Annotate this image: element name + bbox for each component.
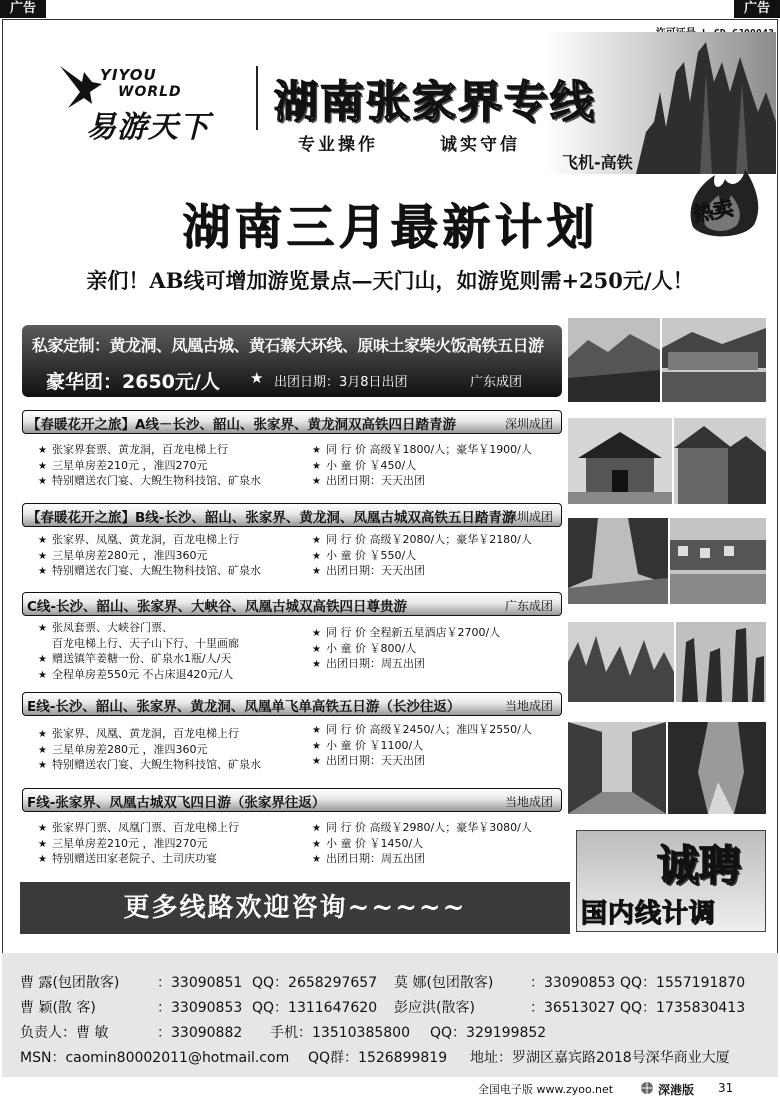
list-item: 小 童 价 ￥800/人 [326, 641, 417, 655]
ancient-gate-photo [568, 418, 672, 504]
list-item: 张家界套票、黄龙洞，百龙电梯上行 [52, 443, 228, 456]
route-f-header [22, 788, 562, 812]
route-f-prices: ★ 同 行 价 高级￥2980/人；豪华￥3080/人 ★ 小 童 价 ￥1450/人 ★ 出团日期：周五出团 [312, 821, 532, 865]
list-item: 同 行 价 高级￥2980/人；豪华￥3080/人 [326, 821, 532, 834]
contact-4-name: 彭应洪(散客) [394, 1000, 475, 1016]
list-item: 百龙电梯上行、天子山下行、十里画廊 [52, 636, 239, 650]
old-street-photo [568, 722, 666, 814]
contact-4-tel: ：36513027 [530, 1000, 616, 1016]
manager-mobile: 手机：13510385800 [270, 1025, 410, 1041]
list-item: 同 行 价 高级￥1800/人；豪华￥1900/人 [326, 443, 532, 456]
list-item: 特别赠送农门宴、大鲵生物科技馆、矿泉水 [52, 758, 261, 771]
qq-group: QQ群：1526899819 [308, 1050, 448, 1066]
list-item: 小 童 价 ￥1450/人 [326, 836, 424, 850]
route-e-features: ★ 张家界、凤凰、黄龙洞，百龙电梯上行 ★ 三星单房差280元 ，准四360元 ★ 特别赠送农门宴、大鲵生物科技馆、矿泉水 [38, 727, 261, 771]
more-routes-banner: 更多线路欢迎咨询~~~~~ [20, 882, 570, 934]
list-item: 三星单房差210元 ，准四270元 [52, 836, 208, 850]
list-item: 特别赠送田家老院子、土司庆功宴 [52, 852, 217, 865]
slogan-professional: 专业操作 [298, 135, 378, 155]
list-item: 张家界门票、凤凰门票、百龙电梯上行 [52, 821, 239, 834]
banner-title: 湖南张家界专线 [274, 77, 596, 128]
list-item: 同 行 价 全程新五星酒店￥2700/人 [326, 626, 501, 639]
route-f-features: ★ 张家界门票、凤凰门票、百龙电梯上行 ★ 三星单房差210元 ，准四270元 ★ 特别赠送田家老院子、土司庆功宴 [38, 821, 239, 865]
route-f-group: 当地成团 [504, 795, 553, 809]
karst-peaks-photo [568, 622, 674, 702]
list-item: 出团日期：天天出团 [326, 564, 425, 577]
list-item: 赠送镇竿姜糖一份、矿泉水1瓶/人/天 [52, 652, 232, 665]
contact-4-qq: QQ：1735830413 [620, 1000, 746, 1016]
route-e-group: 当地成团 [504, 699, 553, 713]
list-item: 张凤套票、大峡谷门票、 [52, 621, 173, 634]
route-b-header [22, 503, 562, 527]
river-gorge-photo [568, 518, 668, 604]
list-item: 特别赠送农门宴、大鲵生物科技馆、矿泉水 [52, 474, 261, 487]
private-tour-box [22, 325, 562, 397]
manager-tel: ：33090882 [157, 1025, 243, 1041]
office-address: 地址：罗湖区嘉宾路2018号深华商业大厦 [470, 1050, 730, 1066]
route-b-features: ★ 张家界、凤凰、黄龙洞，百龙电梯上行 ★ 三星单房差280元 ，准四360元 ★ 特别赠送农门宴、大鲵生物科技馆、矿泉水 [38, 533, 261, 577]
route-c-group: 广东成团 [504, 599, 553, 613]
route-b-prices: ★ 同 行 价 高级￥2080/人；豪华￥2180/人 ★ 小 童 价 ￥550/人 ★ 出团日期：天天出团 [312, 533, 532, 577]
logo-chinese: 易游天下 [86, 110, 210, 145]
route-c-title: C线-长沙、韶山、张家界、大峡谷、凤凰古城双高铁四日尊贵游 [27, 599, 408, 615]
route-c-header [22, 592, 562, 616]
route-a-group: 深圳成团 [504, 417, 553, 431]
list-item: 出团日期：周五出团 [326, 657, 425, 670]
header-banner [262, 32, 776, 174]
route-a-tag: 【春暖花开之旅】 [27, 417, 135, 433]
route-b-title: B线-长沙、韶山、张家界、黄龙洞、凤凰古城双高铁五日踏青游 [135, 510, 516, 526]
cave-canyon-photo [668, 722, 766, 814]
route-b-tag: 【春暖花开之旅】 [27, 510, 135, 526]
footer-website: 全国电子版 www.zyoo.net [478, 1083, 614, 1096]
riverside-town-photo [662, 318, 766, 402]
route-e-prices: ★ 同 行 价 高级￥2450/人；准四￥2550/人 ★ 小 童 价 ￥1100/人 ★ 出团日期：天天出团 [312, 723, 532, 767]
list-item: 出团日期：天天出团 [326, 754, 425, 767]
globe-icon [640, 1081, 654, 1095]
list-item: 出团日期：天天出团 [326, 474, 425, 487]
list-item: 小 童 价 ￥550/人 [326, 548, 417, 562]
contact-2-qq: QQ：1557191870 [620, 975, 746, 991]
recruitment-box [576, 830, 766, 932]
logo-divider [256, 66, 258, 130]
main-title: 湖南三月最新计划 [181, 199, 598, 255]
route-b-group: 深圳成团 [504, 510, 553, 524]
route-e-header [22, 692, 562, 716]
transport-mode: 飞机-高铁 [562, 153, 633, 172]
contact-2-tel: ：33090853 [530, 975, 616, 991]
list-item: 同 行 价 高级￥2080/人；豪华￥2180/人 [326, 533, 532, 546]
ad-label-right: 广告 [734, 0, 780, 18]
list-item: 三星单房差280元 ，准四360元 [52, 548, 208, 562]
contact-section [2, 953, 778, 1077]
slogan-honest: 诚实守信 [440, 135, 520, 155]
mountain-peaks-image [636, 32, 776, 174]
list-item: 同 行 价 高级￥2450/人；准四￥2550/人 [326, 723, 532, 736]
logo-english-line1: YIYOU [100, 66, 157, 84]
route-a-header [22, 410, 562, 434]
contact-3-qq: QQ：1311647620 [252, 1000, 378, 1016]
list-item: 三星单房差210元 ，准四270元 [52, 458, 208, 472]
list-item: 特别赠送农门宴、大鲵生物科技馆、矿泉水 [52, 564, 261, 577]
route-a-prices: ★ 同 行 价 高级￥1800/人；豪华￥1900/人 ★ 小 童 价 ￥450/人 ★ 出团日期：天天出团 [312, 443, 532, 487]
list-item: 张家界、凤凰、黄龙洞，百龙电梯上行 [52, 727, 239, 740]
old-houses-photo [674, 418, 766, 504]
route-c-prices: ★ 同 行 价 全程新五星酒店￥2700/人 ★ 小 童 价 ￥800/人 ★ 出团日期：周五出团 [312, 626, 501, 670]
stone-pillars-photo [676, 622, 766, 702]
recruit-position: 国内线计调 [581, 899, 717, 929]
stilt-houses-photo [670, 518, 766, 604]
list-item: 全程单房差550元 不占床退420元/人 [52, 667, 234, 681]
list-item: 小 童 价 ￥1100/人 [326, 738, 424, 752]
route-a-title: A线－长沙、韶山、张家界、黄龙洞双高铁四日踏青游 [135, 417, 456, 433]
page-number: 31 [718, 1081, 734, 1095]
route-e-title: E线-长沙、韶山、张家界、黄龙洞、凤凰单飞单高铁五日游（长沙往返） [27, 699, 461, 715]
private-tour-price: 豪华团：2650元/人 [46, 371, 220, 393]
contact-3-tel: ：33090853 [157, 1000, 243, 1016]
private-tour-date: 出团日期：3月8日出团 [274, 375, 408, 390]
route-c-features: ★ 张凤套票、大峡谷门票、 百龙电梯上行、天子山下行、十里画廊 ★ 赠送镇竿姜糖一份、矿泉水1瓶/人/天 ★ 全程单房差550元 不占床退420元/人 [38, 621, 239, 681]
list-item: 张家界、凤凰、黄龙洞，百龙电梯上行 [52, 533, 239, 546]
manager-name: 负责人：曹 敏 [20, 1025, 109, 1041]
list-item: 出团日期：周五出团 [326, 852, 425, 865]
private-tour-group: 广东成团 [470, 375, 523, 390]
private-tour-title: 私家定制：黄龙洞、凤凰古城、黄石寨大环线、原味土家柴火饭高铁五日游 [32, 336, 544, 355]
contact-1-name: 曹 露(包团散客) [20, 975, 120, 991]
manager-qq: QQ：329199852 [430, 1025, 547, 1041]
contact-2-name: 莫 娜(包团散客) [394, 975, 494, 991]
list-item: 小 童 价 ￥450/人 [326, 458, 417, 472]
logo-english-line2: WORLD [118, 84, 182, 100]
contact-1-tel: ：33090851 [157, 975, 243, 991]
footer-edition: 深港版 [658, 1083, 695, 1097]
ad-label-left: 广告 [0, 0, 46, 18]
list-item: 三星单房差280元 ，准四360元 [52, 742, 208, 756]
msn-address: MSN：caomin80002011@hotmail.com [20, 1050, 290, 1066]
star-icon: ★ [250, 369, 264, 387]
route-f-title: F线-张家界、凤凰古城双飞四日游（张家界往返） [27, 795, 326, 811]
hot-sale-badge: 热卖 [691, 195, 736, 227]
contact-1-qq: QQ：2658297657 [252, 975, 378, 991]
route-a-features: ★ 张家界套票、黄龙洞，百龙电梯上行 ★ 三星单房差210元 ，准四270元 ★ 特别赠送农门宴、大鲵生物科技馆、矿泉水 [38, 443, 261, 487]
mountain-river-photo [568, 318, 660, 402]
tianmen-note: 亲们！AB线可增加游览景点—天门山，如游览则需+250元/人！ [86, 268, 694, 293]
recruit-title: 诚聘 [657, 841, 742, 890]
contact-3-name: 曹 颖(散 客) [20, 1000, 96, 1016]
